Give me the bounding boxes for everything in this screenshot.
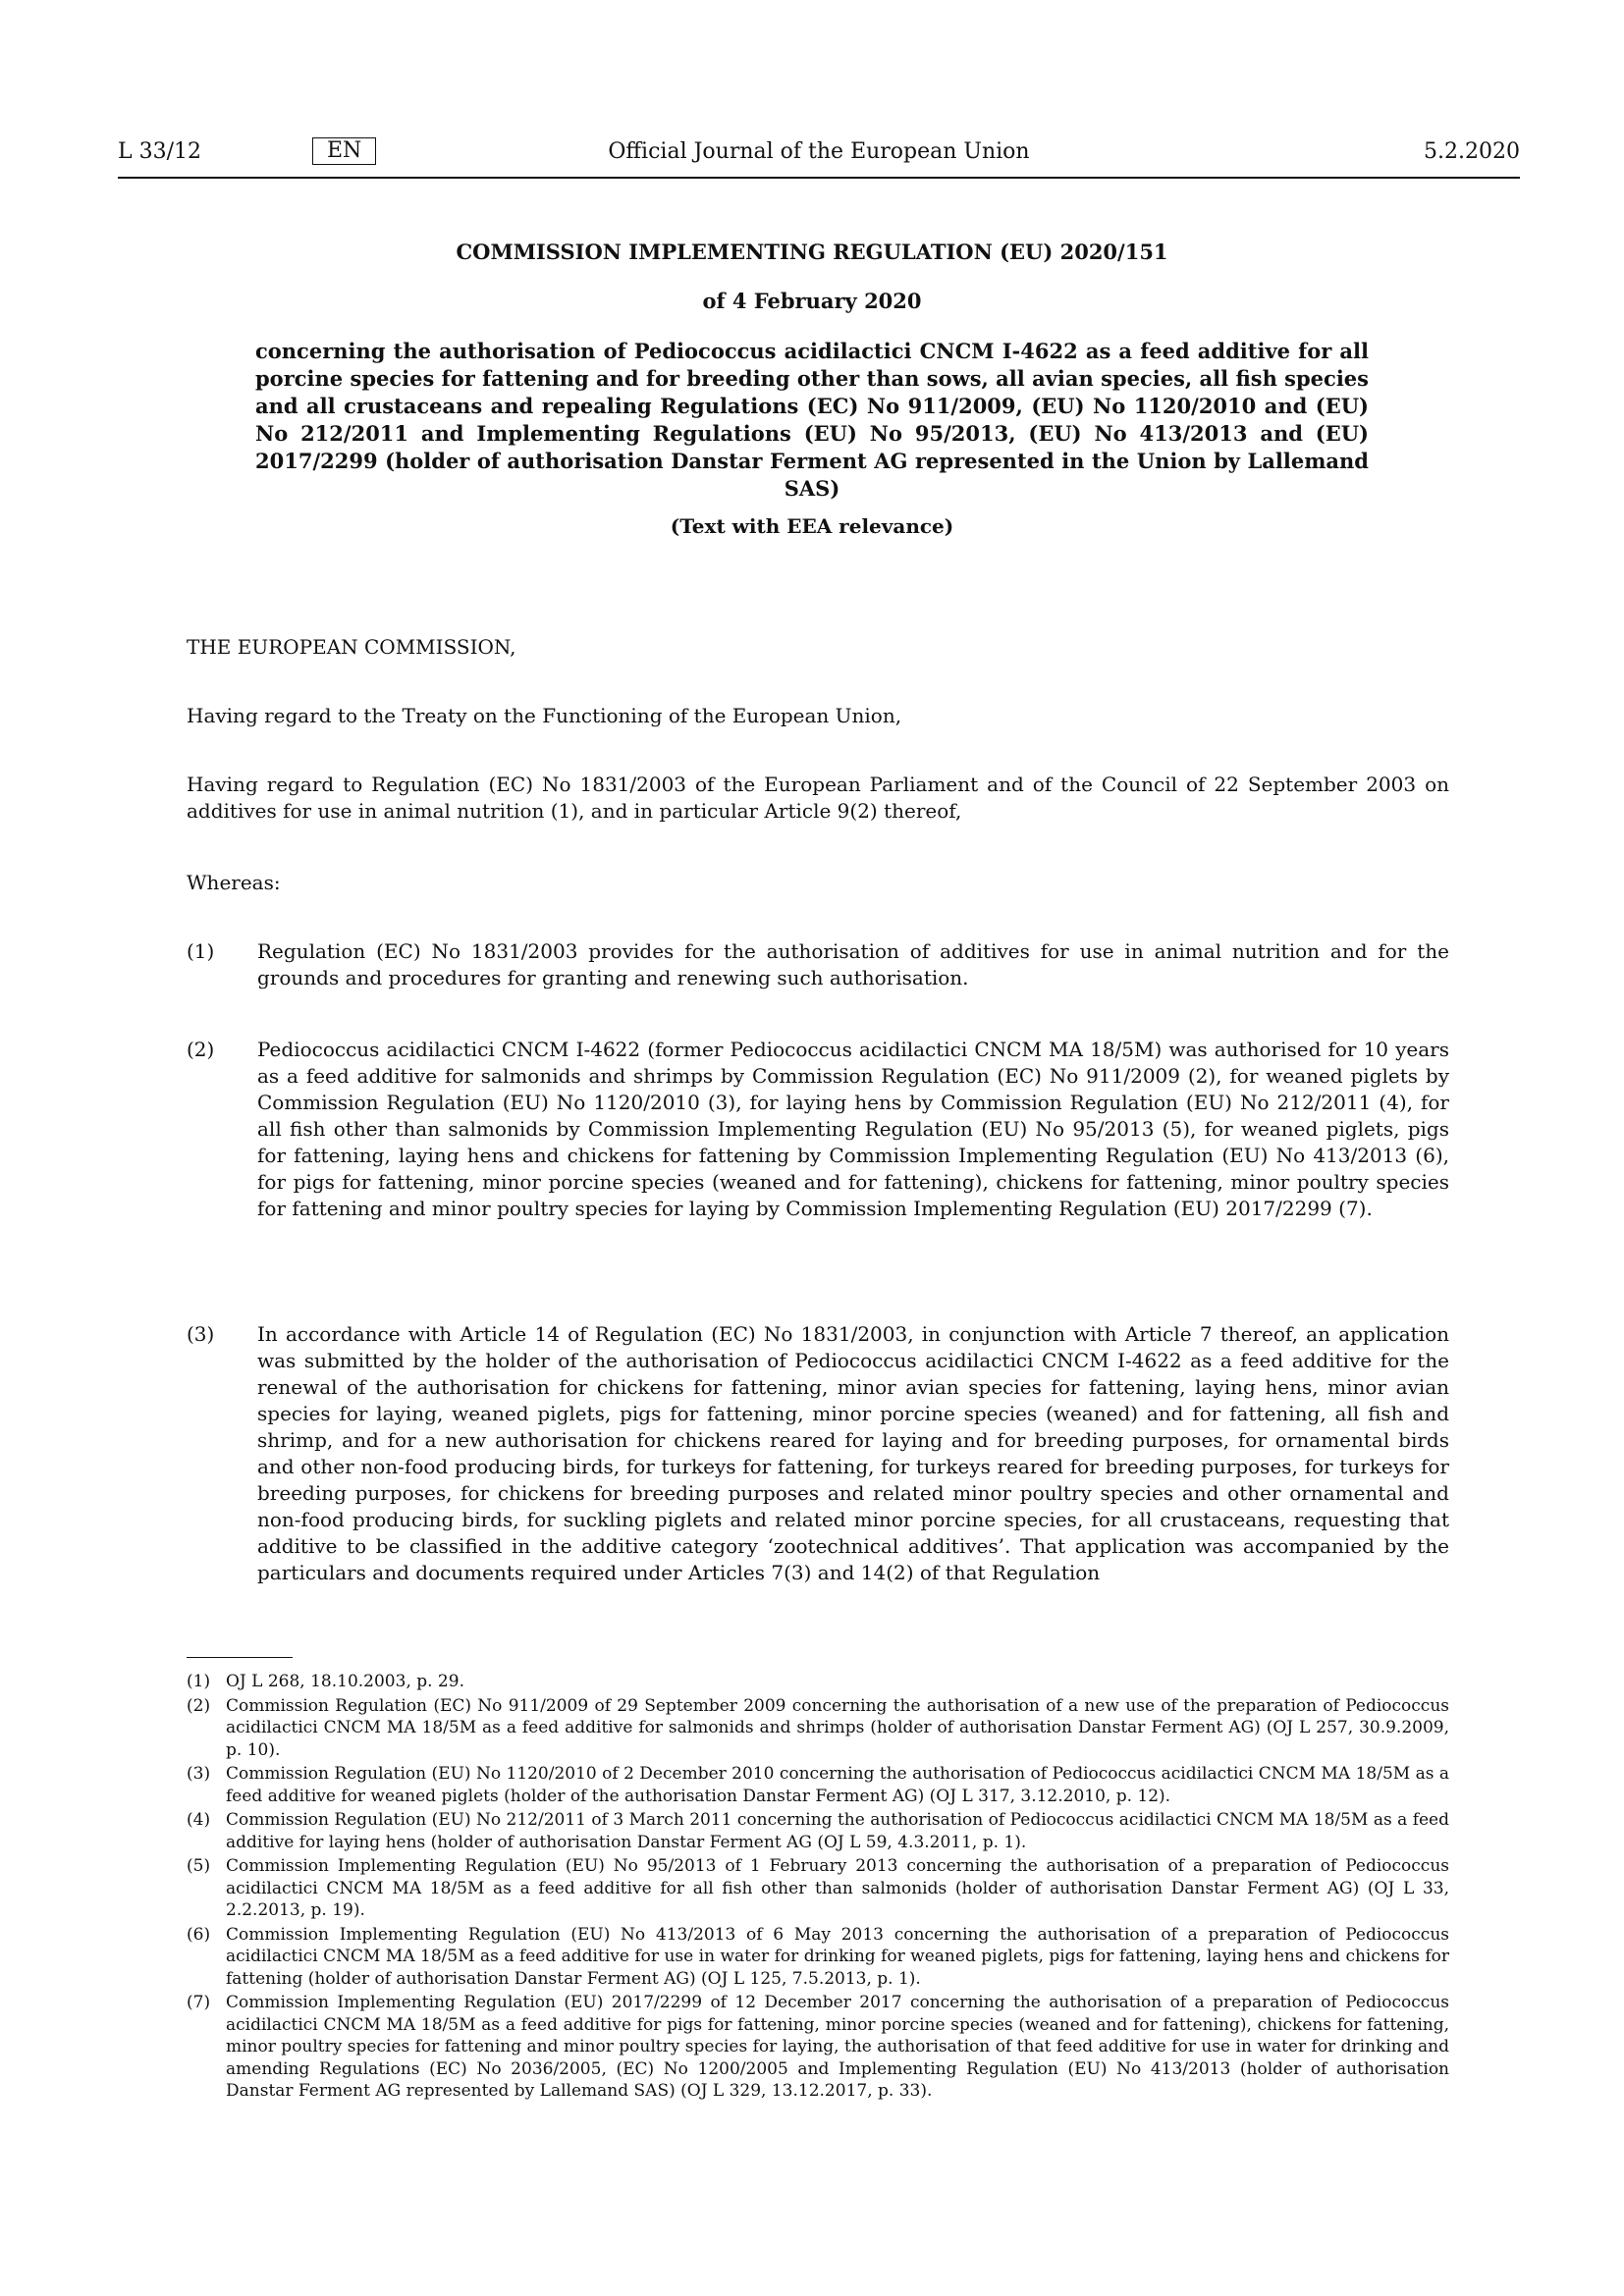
footnote — [187, 1992, 1449, 2103]
recital-text: Regulation (EC) No 1831/2003 provides for the authorisation of additives for use in animal nutrition and for the grounds and procedures for granting and renewing such authorisation. — [257, 939, 1449, 989]
footnote-number: (2) — [187, 1695, 211, 1716]
footnote-text: Commission Implementing Regulation (EU) 2017/2299 of 12 December 2017 concerning the authorisation of a preparation of Pediococcus acidilactici CNCM MA 18/5M as a feed additive for pigs for fattening, minor porcine species (weaned and for fattening), chickens for fattening, minor poultry species for fattening and minor poultry species for laying, the authorisation of that feed additive for use in water for drinking and amending Regulations (EC) No 2036/2005, (EC) No 1200/2005 and Implementing Regulation (EU) No 413/2013 (holder of authorisation Danstar Ferment AG represented by Lallemand SAS) (OJ L 329, 13.12.2017, p. 33). — [226, 1993, 1449, 2101]
recital-number: (1) — [187, 939, 215, 963]
commission-line: THE EUROPEAN COMMISSION, — [187, 635, 516, 659]
recital-text: Pediococcus acidilactici CNCM I-4622 (former Pediococcus acidilactici CNCM MA 18/5M) was authorised for 10 years as a feed additive for salmonids and shrimps by Commission Regulation (EC) No 911/2009 (2), for weaned piglets by Commission Regulation (EU) No 1120/2010 (3), for laying hens by Commission Regulation (EU) No 212/2011 (4), for all fish other than salmonids by Commission Implementing Regulation (EU) No 95/2013 (5), for weaned piglets, pigs for fattening, laying hens and chickens for fattening by Commission Implementing Regulation (EU) No 413/2013 (6), for pigs for fattening, minor porcine species (weaned and for fattening), chickens for fattening, minor poultry species for fattening and minor poultry species for laying by Commission Implementing Regulation (EU) 2017/2299 (7). — [257, 1038, 1449, 1220]
eea-relevance: (Text with EEA relevance) — [670, 514, 954, 538]
footnote-number: (6) — [187, 1924, 211, 1945]
recital-number: (2) — [187, 1038, 215, 1061]
footnote — [187, 1809, 1449, 1853]
regulation-title: COMMISSION IMPLEMENTING REGULATION (EU) 2020/151 — [456, 240, 1168, 264]
footnote-text: Commission Regulation (EU) No 1120/2010 of 2 December 2010 concerning the authorisation of Pediococcus acidilactici CNCM MA 18/5M as a feed additive for weaned piglets (holder of the authorisation Danstar Ferment AG) (OJ L 317, 3.12.2010, p. 12). — [226, 1764, 1449, 1806]
footnote-text: Commission Implementing Regulation (EU) No 413/2013 of 6 May 2013 concerning the authorisation of a preparation of Pediococcus acidilactici CNCM MA 18/5M as a feed additive for use in water for drinking for weaned piglets, pigs for fattening, laying hens and chickens for fattening (holder of authorisation Danstar Ferment AG) (OJ L 125, 7.5.2013, p. 1). — [226, 1924, 1449, 1989]
footnote-divider — [187, 1657, 293, 1658]
footnote — [187, 1763, 1449, 1807]
footnote-text: Commission Implementing Regulation (EU) No 95/2013 of 1 February 2013 concerning the authorisation of a preparation of Pediococcus acidilactici CNCM MA 18/5M as a feed additive for all fish other than salmonids (holder of authorisation Danstar Ferment AG) (OJ L 33, 2.2.2013, p. 19). — [226, 1856, 1449, 1920]
footnote-text: Commission Regulation (EU) No 212/2011 of 3 March 2011 concerning the authorisation of Pediococcus acidilactici CNCM MA 18/5M as a feed additive for laying hens (holder of authorisation Danstar Ferment AG (OJ L 59, 4.3.2011, p. 1). — [226, 1810, 1449, 1852]
footnotes — [187, 1671, 1449, 2105]
recital — [187, 1037, 1449, 1222]
recital-number: (3) — [187, 1322, 215, 1346]
journal-header — [118, 133, 1520, 179]
regulation-citation: Having regard to Regulation (EC) No 1831/2003 of the European Parliament and of the Council of 22 September 2003 on additives for use in animal nutrition (1), and in particular Article 9(2) thereof, — [187, 773, 1449, 823]
recital — [187, 1321, 1449, 1586]
recital — [187, 938, 1449, 991]
footnote-number: (4) — [187, 1810, 211, 1830]
footnote-text: Commission Regulation (EC) No 911/2009 of 29 September 2009 concerning the authorisation of a new use of the preparation of Pediococcus acidilactici CNCM MA 18/5M as a feed additive for salmonids and shrimps (holder of authorisation Danstar Ferment AG) (OJ L 257, 30.9.2009, p. 10). — [226, 1695, 1449, 1760]
publication-date: 5.2.2020 — [1424, 139, 1520, 164]
regulation-subject: concerning the authorisation of Pediococcus acidilactici CNCM I-4622 as a feed additive for all porcine species for fattening and for breeding other than sows, all avian species, all fish species and all crustaceans and repealing Regulations (EC) No 911/2009, (EU) No 1120/2010 and (EU) No 212/2011 and Implementing Regulations (EU) No 95/2013, (EU) No 413/2013 and (EU) 2017/2299 (holder of authorisation Danstar Ferment AG represented in the Union by Lallemand SAS) — [255, 339, 1369, 501]
journal-title: Official Journal of the European Union — [608, 139, 1030, 164]
footnote-number: (5) — [187, 1856, 211, 1876]
footnote-text: OJ L 268, 18.10.2003, p. 29. — [226, 1672, 464, 1691]
footnote — [187, 1671, 1449, 1693]
page-reference: L 33/12 — [118, 139, 202, 164]
footnote — [187, 1695, 1449, 1762]
footnote-number: (1) — [187, 1672, 211, 1691]
whereas-heading: Whereas: — [187, 871, 281, 894]
footnote-number: (3) — [187, 1764, 211, 1784]
treaty-citation: Having regard to the Treaty on the Functioning of the European Union, — [187, 704, 902, 727]
regulation-date: of 4 February 2020 — [702, 289, 922, 313]
recital-text: In accordance with Article 14 of Regulation (EC) No 1831/2003, in conjunction with Article 7 thereof, an application was submitted by the holder of the authorisation of Pediococcus acidilactici CNCM I-4622 as a feed additive for the renewal of the authorisation for chickens for fattening, minor avian species for fattening, laying hens, minor avian species for laying, weaned piglets, pigs for fattening, minor porcine species (weaned) and for fattening, all fish and shrimp, and for a new authorisation for chickens reared for laying and for breeding purposes, for ornamental birds and other non-food producing birds, for turkeys for fattening, for turkeys reared for breeding purposes, for turkeys for breeding purposes, for chickens for breeding purposes and related minor poultry species and other ornamental and non-food producing birds, for suckling piglets and related minor porcine species, for all crustaceans, requesting that additive to be classified in the additive category ‘zootechnical additives’. That application was accompanied by the particulars and documents required under Articles 7(3) and 14(2) of that Regulation — [257, 1322, 1449, 1584]
footnote — [187, 1924, 1449, 1991]
footnote — [187, 1855, 1449, 1922]
footnote-number: (7) — [187, 1993, 211, 2012]
language-badge: EN — [312, 137, 376, 165]
